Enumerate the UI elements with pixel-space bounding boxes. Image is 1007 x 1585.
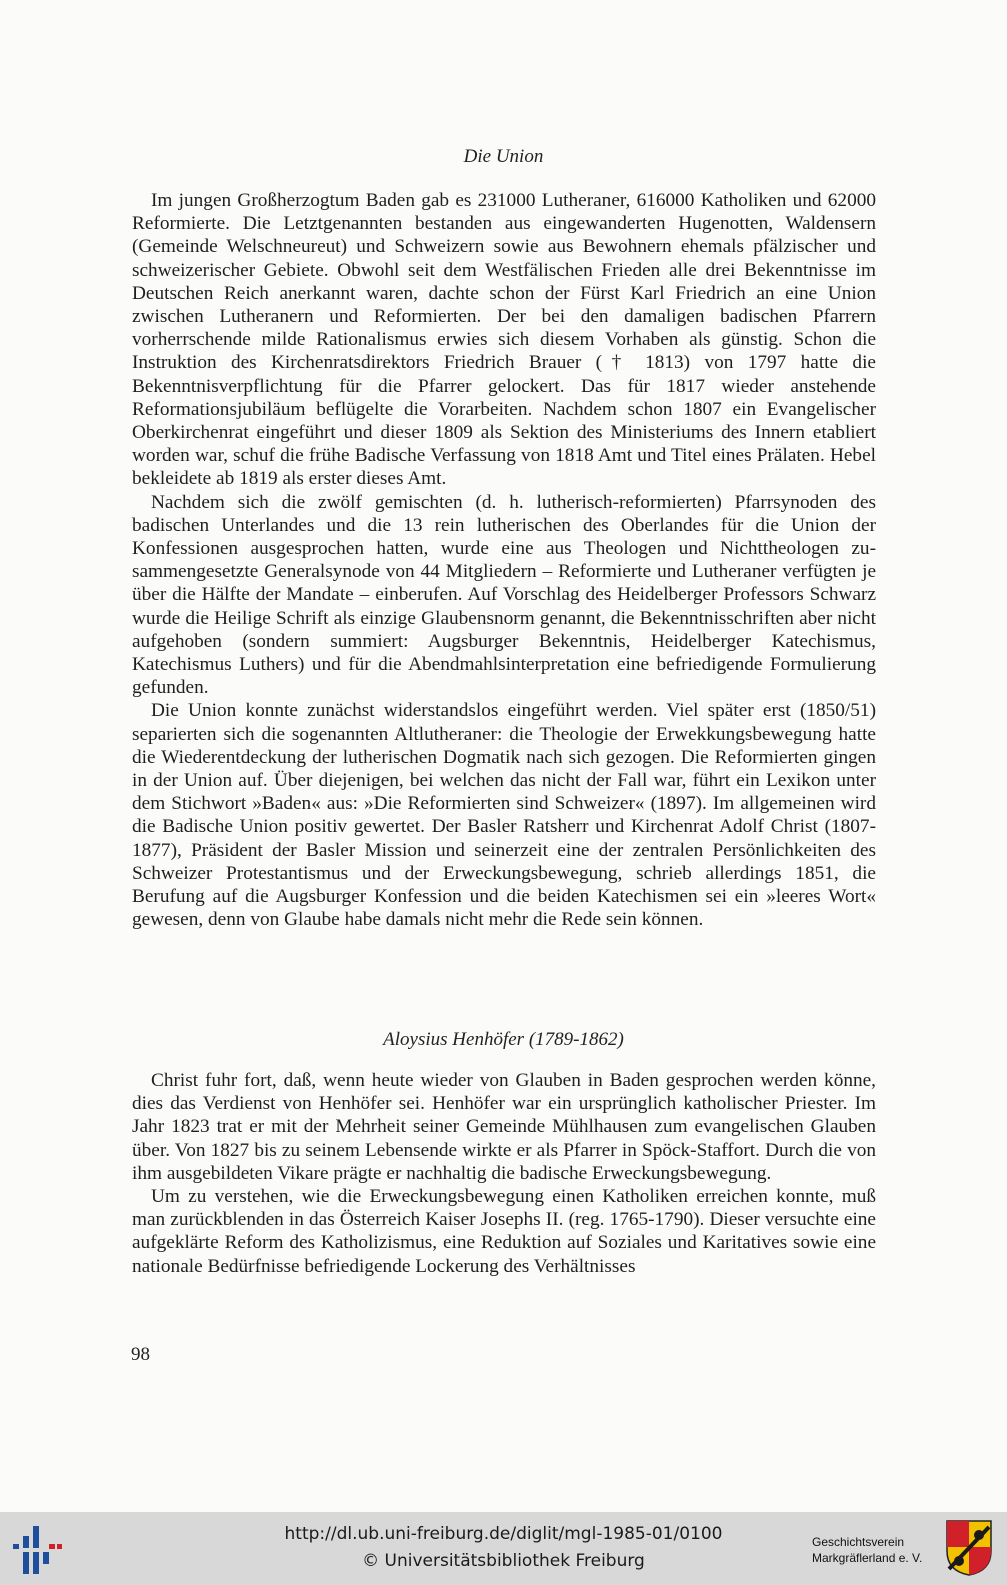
document-url-link[interactable]: http://dl.ub.uni-freiburg.de/diglit/mgl-1985-01/0100 — [284, 1524, 723, 1544]
paragraph: Christ fuhr fort, daß, wenn heute wieder von Glauben in Baden gesprochen werden könne, dies das Verdienst von Henhöfer sei. Henhöfer war ein ursprünglich katholischer Priester. Im Jahr 1823 trat er mit der Mehrheit seiner Gemeinde Mühlhausen zum evangelischen Glauben über. Von 1827 bis zu seinem Lebensende wirkte er als Pfarrer in Spöck-Staffort. Durch die von ihm ausgebildeten Vikare prägte er nachhaltig die badische Erweckungsbewegung. — [132, 1070, 876, 1184]
copyright-notice: © Universitätsbibliothek Freiburg — [362, 1551, 645, 1571]
running-title: Die Union — [463, 146, 544, 167]
paragraph: Um zu verstehen, wie die Erweckungsbewegung einen Katholiken erreichen konnte, muß man zurückblenden in das Österreich Kaiser Josephs II. (reg. 1765-1790). Dieser versuchte eine aufgeklärte Reform des Katholizismus, eine Reduktion auf Soziales und Karitatives sowie eine nationale Bedürfnisse befriedigende Lockerung des Verhältnisses — [132, 1186, 876, 1277]
society-name — [812, 1534, 942, 1566]
page-number: 98 — [131, 1344, 150, 1365]
section-henhoefer-body — [132, 1069, 876, 1278]
society-name-line-2: Markgräflerland e. V. — [812, 1551, 923, 1565]
paragraph: Im jungen Großherzogtum Baden gab es 231000 Lutheraner, 616000 Katholiken und 62000 Reformierte. Die Letztgenannten bestanden aus eingewanderten Hugenotten, Waldensern (Gemeinde Welschneureut) und Schweizern sowie aus Bewohnern ehemals pfälzischer und schweizerischer Gebiete. Obwohl seit dem Westfälischen Frieden alle drei Bekenntnisse im Deutschen Reich anerkannt waren, dachte schon der Fürst Karl Friedrich an eine Union zwischen Lutheranern und Reformierten. Der bei den damaligen badischen Pfarrern vorherrschende milde Rationalismus erwies sich diesem Vorhaben als günstig. Schon die Instruktion des Kirchenratsdirektors Friedrich Brauer († 1813) von 1797 hatte die Bekenntnisverpflichtung für die Pfarrer gelockert. Das für 1817 wieder anstehende Reformationsjubiläum beflügelte die Vorarbeiten. Nachdem schon 1807 ein Evangelischer Oberkirchenrat eingeführt und dieser 1809 als Sektion des Ministeriums des Innern etabliert worden war, schuf die frühe Badische Verfassung von 1818 Amt und Titel eines Prälaten. Hebel bekleidete ab 1819 als erster dieses Amt. — [132, 190, 876, 490]
section-heading: Aloysius Henhöfer (1789-1862) — [383, 1029, 624, 1050]
section-union-body — [132, 189, 876, 932]
society-name-line-1: Geschichtsverein — [812, 1535, 905, 1549]
coat-of-arms-icon[interactable] — [945, 1519, 993, 1577]
paragraph: Die Union konnte zunächst widerstandslos eingeführt werden. Viel später erst (1850/51) separierten sich die sogenannten Altlutheraner: die Theologie der Erwekkungsbewegung hatte die Wiederentdeckung der lutherischen Dogmatik nach sich gezogen. Die Reformierten gingen in der Union auf. Über diejenigen, bei welchen das nicht der Fall war, führt ein Lexikon unter dem Stichwort »Baden« aus: »Die Reformierten sind Schweizer« (1897). Im allgemeinen wird die Badische Union positiv gewertet. Der Basler Ratsherr und Kirchenrat Adolf Christ (1807-1877), Präsident der Basler Mission und seinerzeit eine der zentralen Persönlichkeiten des Schweizer Protestantismus und der Erweckungsbewegung, schrieb allerdings 1851, die Berufung auf die Augsburger Konfession und die beiden Katechismen sei ein »leeres Wort« gewesen, denn von Glaube habe damals nicht mehr die Rede sein können. — [132, 700, 876, 931]
paragraph: Nachdem sich die zwölf gemischten (d. h. lutherisch-reformierten) Pfarrsynoden des badischen Unterlandes und die 13 rein lutherischen des Oberlandes für die Union der Konfessionen ausgesprochen hatten, wurde eine aus Theologen und Nichttheologen zusammengesetzte Generalsynode von 44 Mitgliedern – Reformierte und Lutheraner verfügten je über die Hälfte der Mandate – einberufen. Auf Vorschlag des Heidelberger Professors Schwarz wurde die Heilige Schrift als einzige Glaubensnorm genannt, die Bekenntnisschriften aber nicht aufgehoben (sondern summiert: Augsburger Bekenntnis, Heidelberger Katechismus, Katechismus Luthers) und für die Abendmahlsinterpretation eine befriedigende Formulierung gefunden. — [132, 491, 876, 699]
